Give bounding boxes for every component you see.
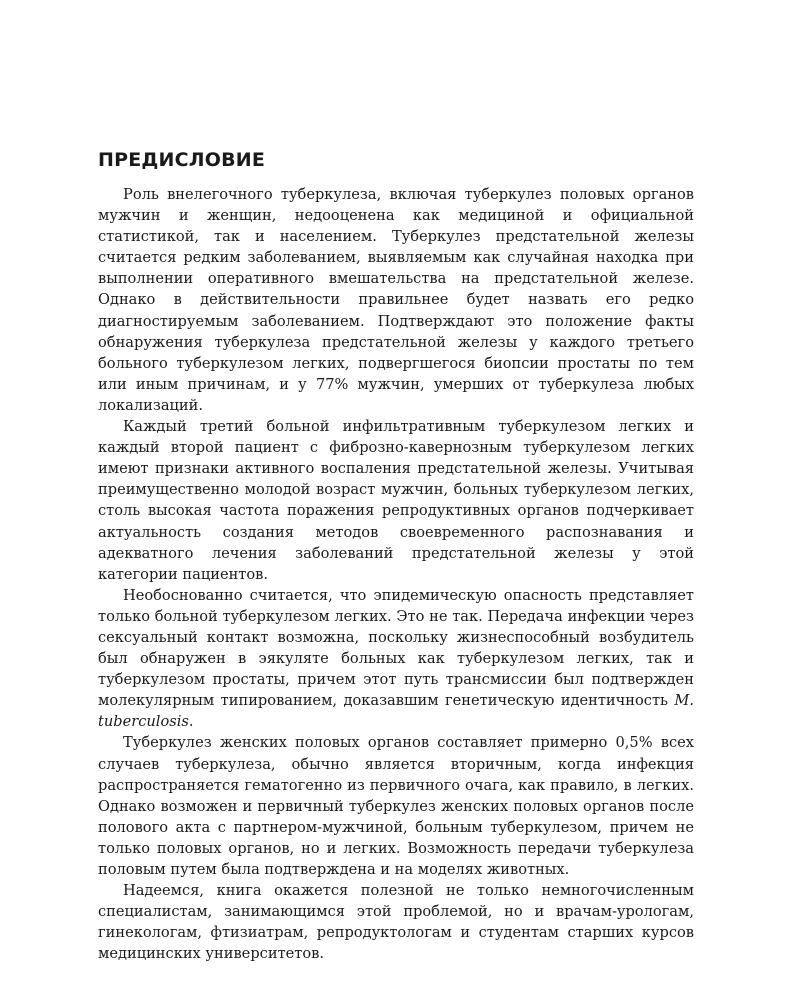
paragraph-3 <box>98 585 694 733</box>
paragraph-2: Каждый третий больной инфильтративным туберкулезом легких и каждый второй пациент с фиброзно-кавернозным туберкулезом легких имеют признаки активного воспаления предстательной железы. Учитывая преимущественно молодой возраст мужчин, больных туберкулезом легких, столь высокая частота поражения репродуктивных органов подчеркивает актуальность создания методов своевременного распознавания и адекватного лечения заболеваний предстательной железы у этой категории пациентов. <box>98 418 694 583</box>
paragraph-1: Роль внелегочного туберкулеза, включая туберкулез половых органов мужчин и женщин, недооценена как медициной и официальной статистикой, так и населением. Туберкулез предстательной железы считается редким заболеванием, выявляемым как случайная находка при выполнении оперативного вмешательства на предстательной железе. Однако в действительности правильнее будет назвать его редко диагностируемым заболеванием. Подтверждают это положение факты обнаружения туберкулеза предстательной железы у каждого третьего больного туберкулезом легких, подвергшегося биопсии простаты по тем или иным причинам, и у 77% мужчин, умерших от туберкулеза любых локализаций. <box>98 186 694 414</box>
page-title: ПРЕДИСЛОВИЕ <box>98 149 266 171</box>
preface-page <box>98 148 694 964</box>
paragraph-3-text: Необоснованно считается, что эпидемическую опасность представляет только больной туберкулезом легких. Это не так. Передача инфекции через сексуальный контакт возможна, поскольку жизнеспособный возбудитель был обнаружен в эякуляте больных как туберкулезом легких, так и туберкулезом простаты, причем этот путь трансмиссии был подтвержден молекулярным типированием, доказавшим генетическую идентичность <box>98 586 694 710</box>
paragraph-3-end: . <box>188 713 194 731</box>
paragraph-5: Надеемся, книга окажется полезной не только немногочисленным специалистам, занимающимся этой проблемой, но и врачам-урологам, гинекологам, фтизиатрам, репродуктологам и студентам старших курсов медицинских университетов. <box>98 882 694 963</box>
paragraph-4: Tуберкулез женских половых органов составляет примерно 0,5% всех случаев туберкулеза, обычно является вторичным, когда инфекция распространяется гематогенно из первичного очага, как правило, в легких. Однако возможен и первичный туберкулез женских половых органов после полового акта с партнером-мужчиной, больным туберкулезом, причем не только половых органов, но и легких. Возможность передачи туберкулеза половым путем была подтверждена и на моделях животных. <box>98 734 694 878</box>
species-name: M. tuberculosis <box>98 692 694 731</box>
preface-body <box>98 184 694 964</box>
